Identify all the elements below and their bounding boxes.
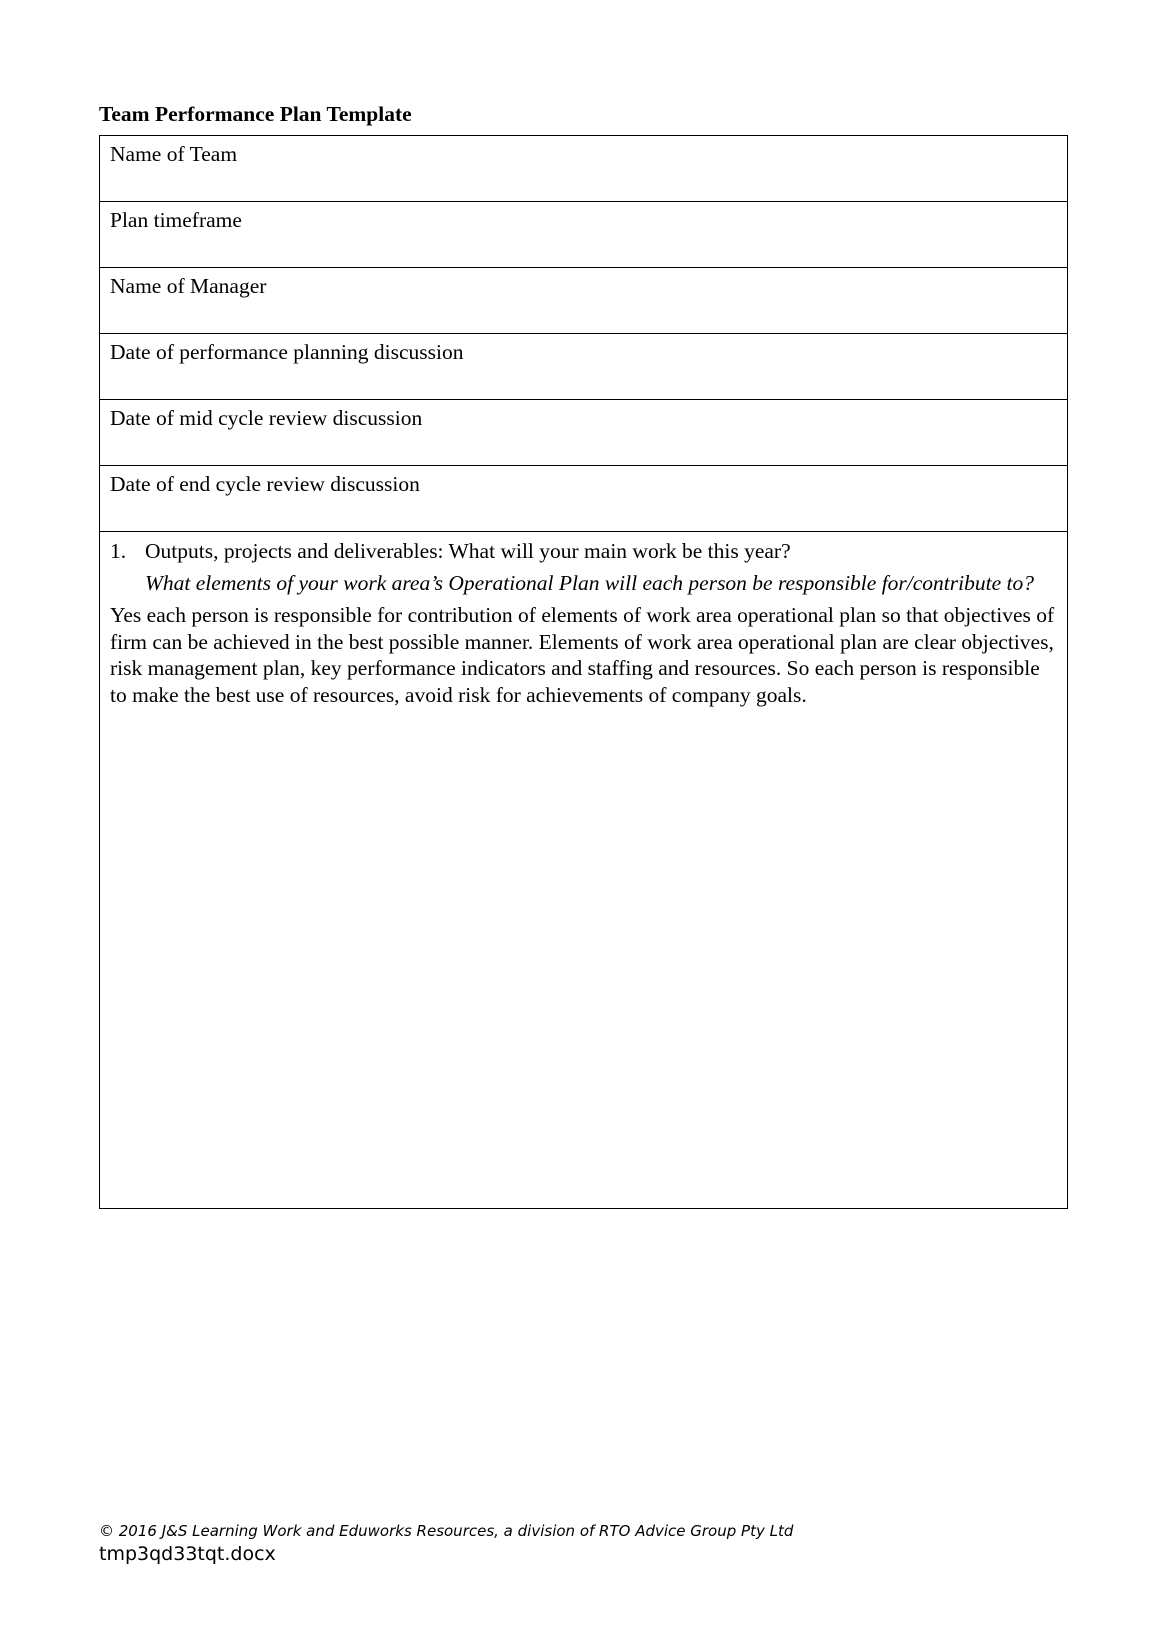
planning-date-cell[interactable] [100, 334, 1068, 400]
page-footer [99, 1521, 793, 1567]
section-question: Outputs, projects and deliverables: What will your main work be this year? [145, 539, 791, 563]
plan-timeframe-cell[interactable] [100, 202, 1068, 268]
planning-date-label: Date of performance planning discussion [110, 340, 464, 364]
field-row-manager-name [100, 268, 1068, 334]
plan-timeframe-label: Plan timeframe [110, 208, 242, 232]
section-sub-question: What elements of your work area’s Operational Plan will each person be responsible for/contribute to? [145, 571, 1034, 595]
field-row-mid-cycle-date [100, 400, 1068, 466]
end-cycle-date-label: Date of end cycle review discussion [110, 472, 420, 496]
field-row-planning-date [100, 334, 1068, 400]
section-answer-text[interactable]: Yes each person is responsible for contribution of elements of work area operational plan so that objectives of firm can be achieved in the best possible manner. Elements of work area operational plan are clear objectives, risk management plan, key performance indicators and staffing and resources. So each person is responsible to make the best use of resources, avoid risk for achievements of company goals. [110, 603, 1055, 707]
section-outputs-cell[interactable] [100, 532, 1068, 1209]
section-question-line [110, 538, 1057, 564]
section-number: 1. [110, 539, 127, 563]
field-row-team-name [100, 136, 1068, 202]
team-name-cell[interactable] [100, 136, 1068, 202]
footer-filename: tmp3qd33tqt.docx [99, 1543, 276, 1565]
section-outputs-row [100, 532, 1068, 1209]
manager-name-label: Name of Manager [110, 274, 267, 298]
performance-plan-table [99, 135, 1068, 1209]
manager-name-cell[interactable] [100, 268, 1068, 334]
end-cycle-date-cell[interactable] [100, 466, 1068, 532]
footer-copyright: © 2016 J&S Learning Work and Eduworks Resources, a division of RTO Advice Group Pty Ltd [99, 1522, 794, 1540]
team-name-label: Name of Team [110, 142, 238, 166]
mid-cycle-date-cell[interactable] [100, 400, 1068, 466]
field-row-end-cycle-date [100, 466, 1068, 532]
mid-cycle-date-label: Date of mid cycle review discussion [110, 406, 423, 430]
page-title: Team Performance Plan Template [99, 102, 412, 126]
field-row-plan-timeframe [100, 202, 1068, 268]
